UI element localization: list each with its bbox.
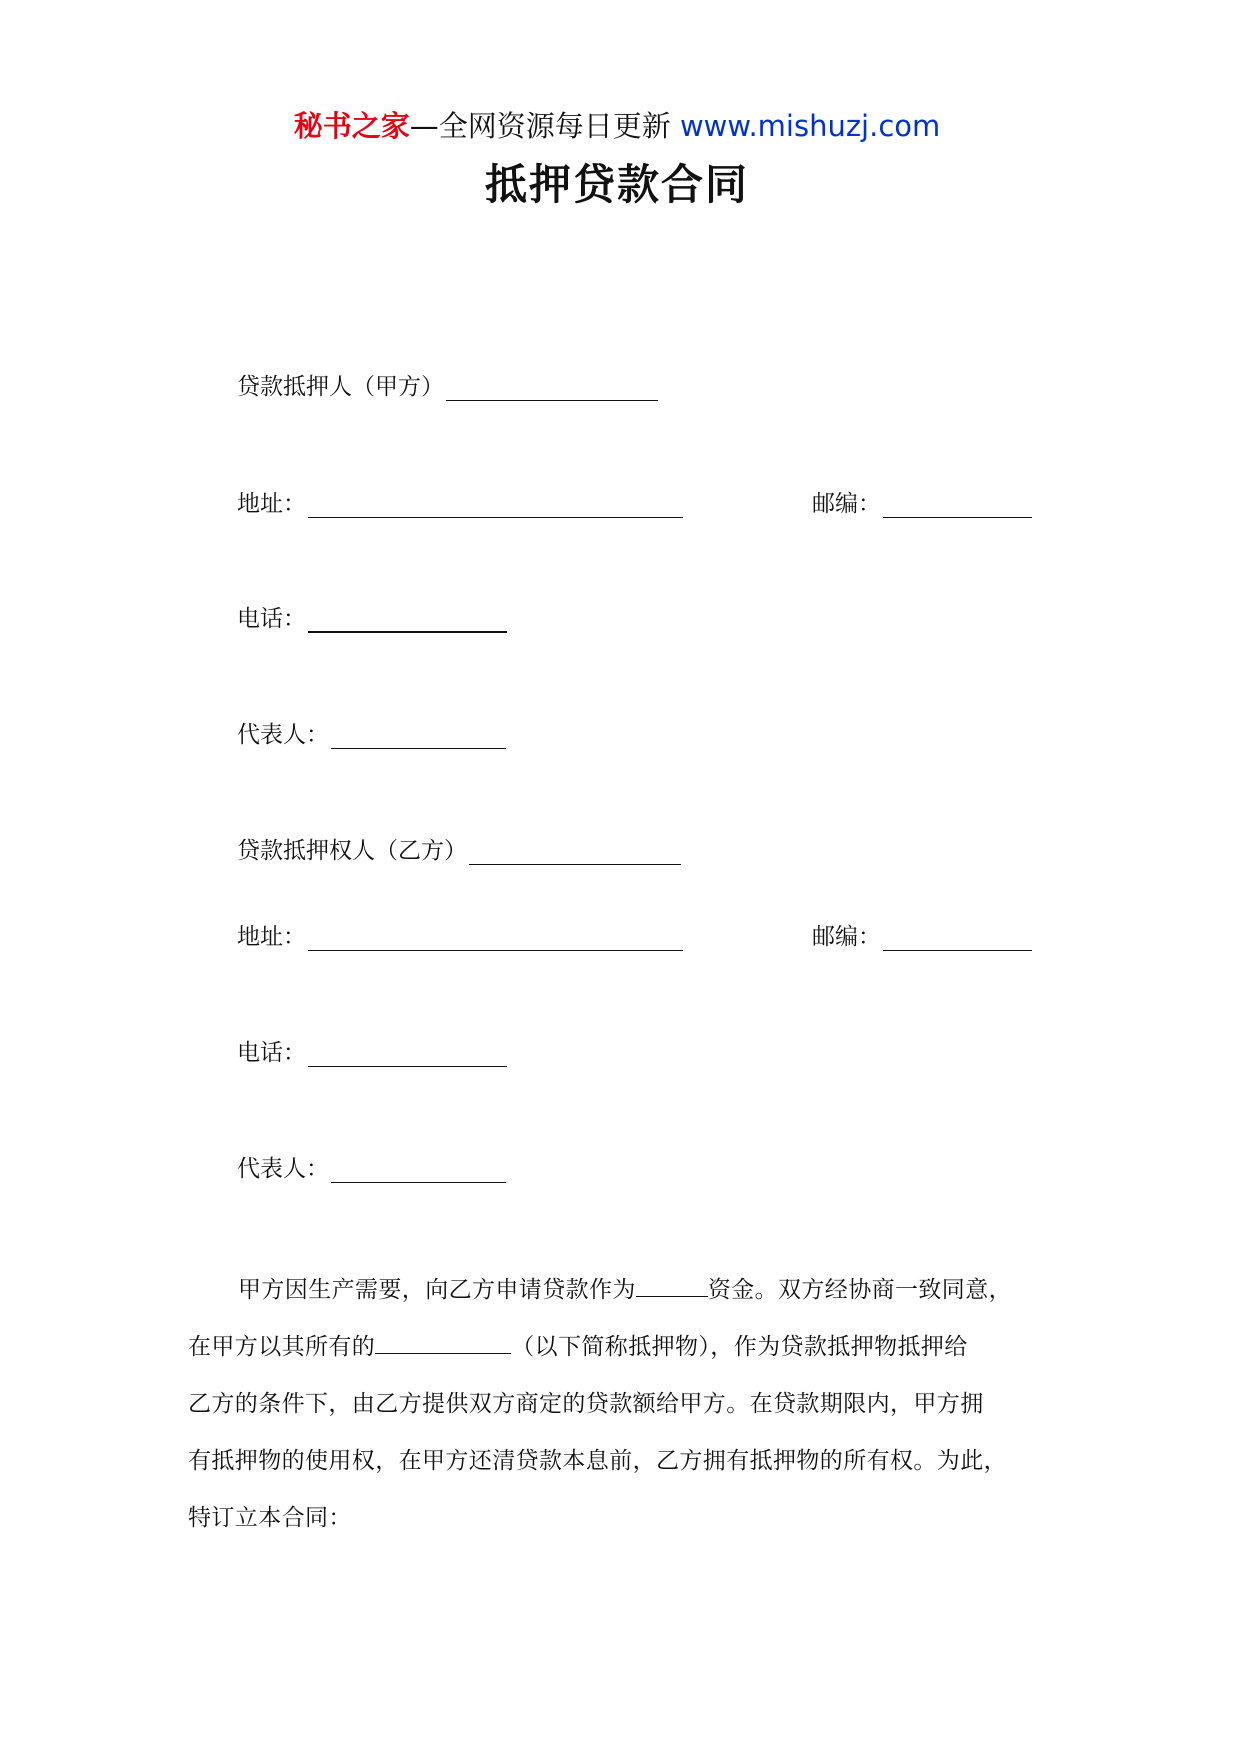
party-a-name-blank xyxy=(446,378,658,401)
party-a-phone-label: 电话： xyxy=(237,606,306,632)
party-b-phone-label: 电话： xyxy=(237,1040,306,1066)
party-a-name-label: 贷款抵押人（甲方） xyxy=(237,374,444,400)
preamble-line-3: 乙方的条件下，由乙方提供双方商定的贷款额给甲方。在贷款期限内，甲方拥 xyxy=(188,1391,984,1417)
preamble-line-5: 特订立本合同： xyxy=(188,1505,352,1531)
preamble-line-2 xyxy=(188,1319,1048,1376)
party-b-name-label: 贷款抵押权人（乙方） xyxy=(237,838,467,864)
party-a-name-field xyxy=(237,368,658,401)
party-b-rep-label: 代表人： xyxy=(237,1156,329,1182)
party-b-name-field xyxy=(237,832,681,865)
party-b-rep-field xyxy=(237,1150,506,1183)
party-a-postcode-blank xyxy=(883,495,1032,518)
banner-url-link[interactable]: www.mishuzj.com xyxy=(679,109,941,143)
party-a-rep-label: 代表人： xyxy=(237,722,329,748)
party-a-phone-field xyxy=(237,600,507,633)
preamble-line-4: 有抵押物的使用权，在甲方还清贷款本息前，乙方拥有抵押物的所有权。为此， xyxy=(188,1448,1007,1474)
party-b-phone-field xyxy=(237,1034,507,1067)
header-banner xyxy=(0,104,1234,145)
party-b-address-label: 地址： xyxy=(237,924,306,950)
brand-name: 秘书之家 xyxy=(293,109,410,143)
preamble-line-1-end: 资金。双方经协商一致同意， xyxy=(707,1277,1013,1303)
party-b-postcode-field xyxy=(812,918,1032,951)
collateral-blank xyxy=(375,1333,511,1354)
preamble-line-2-end: （以下简称抵押物），作为贷款抵押物抵押给 xyxy=(511,1334,968,1360)
party-a-address-blank xyxy=(308,495,683,518)
fund-purpose-blank xyxy=(636,1276,708,1297)
party-b-rep-blank xyxy=(331,1160,506,1183)
preamble-line-1-start: 甲方因生产需要，向乙方申请贷款作为 xyxy=(238,1277,636,1303)
contract-preamble xyxy=(188,1262,1048,1547)
party-a-postcode-label: 邮编： xyxy=(812,491,881,517)
party-b-postcode-blank xyxy=(883,928,1032,951)
party-b-phone-blank xyxy=(308,1044,507,1067)
party-b-address-field xyxy=(237,918,683,951)
party-b-address-blank xyxy=(308,928,683,951)
party-a-address-label: 地址： xyxy=(237,491,306,517)
preamble-line-1 xyxy=(188,1262,1048,1319)
banner-tagline: —全网资源每日更新 xyxy=(409,109,671,143)
party-b-postcode-label: 邮编： xyxy=(812,924,881,950)
party-a-rep-field xyxy=(237,716,506,749)
party-a-address-field xyxy=(237,485,683,518)
party-a-rep-blank xyxy=(331,726,506,749)
party-a-postcode-field xyxy=(812,485,1032,518)
page-title: 抵押贷款合同 xyxy=(484,160,749,209)
party-b-name-blank xyxy=(469,842,681,865)
preamble-line-2-start: 在甲方以其所有的 xyxy=(188,1334,376,1360)
party-a-phone-blank xyxy=(308,609,507,633)
